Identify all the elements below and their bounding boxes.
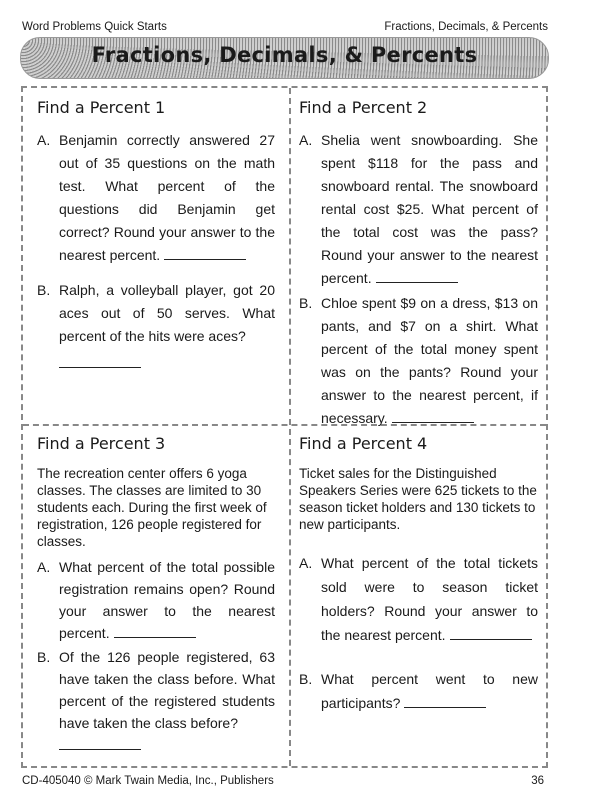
answer-blank[interactable] bbox=[450, 637, 532, 640]
card-find-a-percent-1 bbox=[23, 88, 289, 424]
answer-blank[interactable] bbox=[404, 705, 486, 708]
question-label: B. bbox=[299, 671, 313, 687]
question-label: A. bbox=[37, 559, 51, 575]
question-b bbox=[37, 646, 275, 734]
question-label: A. bbox=[37, 132, 51, 148]
page-title: Fractions, Decimals, & Percents bbox=[91, 43, 478, 67]
card-find-a-percent-4 bbox=[291, 426, 548, 766]
answer-blank[interactable] bbox=[114, 635, 196, 638]
question-text: What percent of the total tickets sold were to season ticket holders? Round your answer to the nearest percent. bbox=[321, 555, 538, 643]
question-b bbox=[37, 279, 275, 348]
question-label: B. bbox=[299, 295, 313, 311]
question-text: What percent went to new participants? bbox=[321, 671, 538, 711]
answer-blank[interactable] bbox=[376, 280, 458, 283]
answer-blank[interactable] bbox=[392, 420, 474, 423]
footer-publisher: CD-405040 © Mark Twain Media, Inc., Publishers bbox=[22, 775, 274, 787]
question-a bbox=[37, 129, 275, 267]
card-title: Find a Percent 4 bbox=[299, 434, 428, 453]
question-text: Ralph, a volleyball player, got 20 aces out of 50 serves. What percent of the hits were aces? bbox=[59, 282, 275, 344]
answer-blank[interactable] bbox=[59, 747, 141, 750]
question-b bbox=[299, 292, 538, 430]
card-title: Find a Percent 1 bbox=[37, 98, 166, 117]
footer-page-number: 36 bbox=[531, 775, 544, 787]
question-text: Shelia went snowboarding. She spent $118 for the pass and snowboard rental. The snowboard rental cost $25. What percent of the total cost was the pass? Round your answer to the nearest percent. bbox=[321, 132, 538, 286]
answer-blank[interactable] bbox=[59, 365, 141, 368]
card-find-a-percent-3 bbox=[23, 426, 289, 766]
question-label: B. bbox=[37, 649, 51, 665]
card-find-a-percent-2 bbox=[291, 88, 548, 424]
problem-intro: Ticket sales for the Distinguished Speakers Series were 625 tickets to the season ticket holders and 130 tickets to new participants. bbox=[299, 466, 537, 532]
question-text: Of the 126 people registered, 63 have taken the class before. What percent of the registered students have taken the class before? bbox=[59, 649, 275, 731]
question-b bbox=[299, 667, 538, 715]
question-label: A. bbox=[299, 555, 313, 571]
problem-grid bbox=[21, 86, 548, 768]
question-a bbox=[37, 556, 275, 644]
question-label: B. bbox=[37, 282, 51, 298]
problem-intro: The recreation center offers 6 yoga classes. The classes are limited to 30 students each. During the first week of registration, 126 people registered for classes. bbox=[37, 466, 267, 549]
question-text: Benjamin correctly answered 27 out of 35 questions on the math test. What percent of the questions did Benjamin get correct? Round your answer to the nearest percent. bbox=[59, 132, 275, 263]
question-text: What percent of the total possible registration remains open? Round your answer to the nearest percent. bbox=[59, 559, 275, 641]
question-a bbox=[299, 551, 538, 647]
question-label: A. bbox=[299, 132, 313, 148]
header-section-title: Fractions, Decimals, & Percents bbox=[384, 21, 548, 33]
card-title: Find a Percent 3 bbox=[37, 434, 166, 453]
answer-blank[interactable] bbox=[164, 257, 246, 260]
header-book-title: Word Problems Quick Starts bbox=[22, 21, 167, 33]
card-title: Find a Percent 2 bbox=[299, 98, 428, 117]
title-banner bbox=[20, 37, 549, 79]
question-text: Chloe spent $9 on a dress, $13 on pants, and $7 on a shirt. What percent of the total money spent was on the pants? Round your answer to the nearest percent, if necessary. bbox=[321, 295, 538, 426]
question-a bbox=[299, 129, 538, 290]
